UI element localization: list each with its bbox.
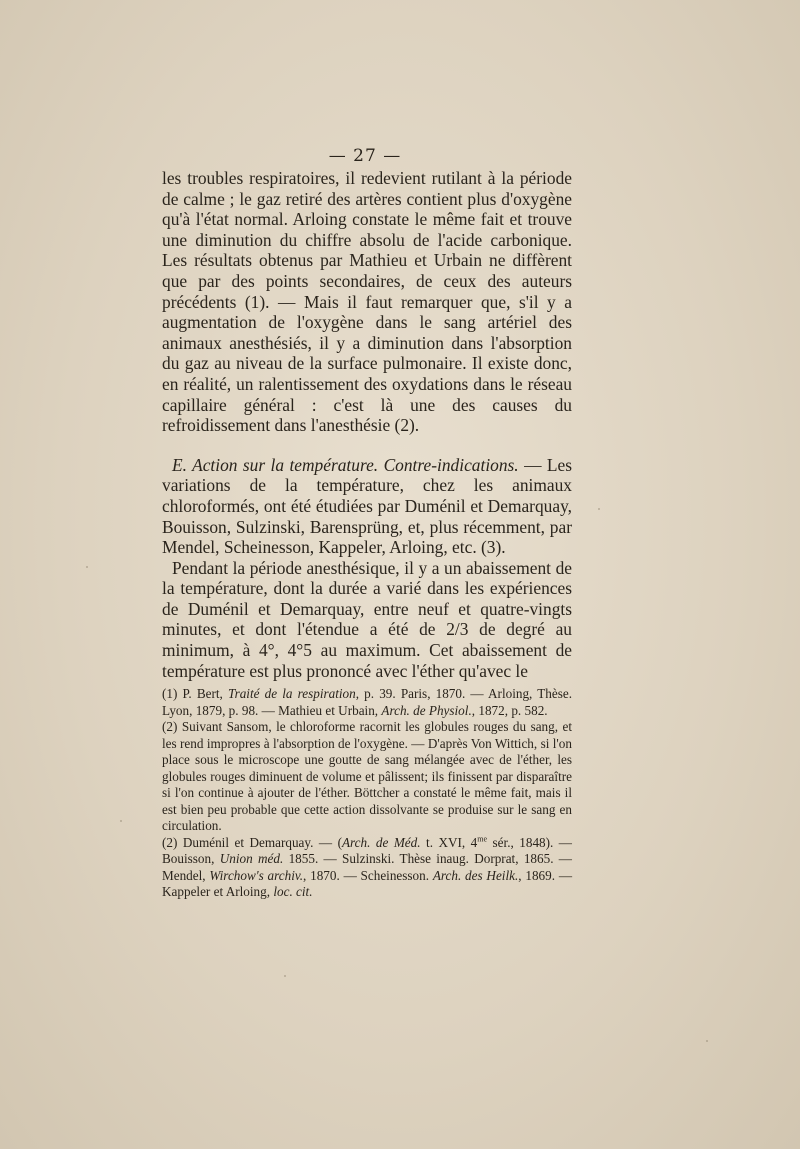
paragraph-temperature-text: — Les variations de la température, chez les animaux chloroformés, ont été étudiées par Duménil et Demarquay, Bouisson, Sulzinski, Barensprüng, et, plus récemment, par Mendel, Scheinesson, Kappeler, Arloing, etc. (3). <box>162 454 572 558</box>
footnote-3: (2) Duménil et Demarquay. — (Arch. de Méd. t. XVI, $4^{me}$ sér., 1848). — Bouisson, Union méd. 1855. — Sulzinski. Thèse inaug. Dorprat, 1865. — Mendel, Wirchow's archiv., 1870. — Scheinesson. Arch. des Heilk., 1869. — Kappeler et Arloing, loc. cit. <box>162 834 573 899</box>
paper-speck <box>706 1040 708 1042</box>
paragraph-respiration: les troubles respiratoires, il redevient rutilant à la période de calme ; le gaz retiré des artères contient plus d'oxygène qu'à l'état normal. Arloing constate le même fait et trouve une diminution du chiffre absolu de l'acide carbonique. Les résultats obtenus par Mathieu et Urbain ne diffèrent que par des points secondaires, de ceux des auteurs précédents (1). — Mais il faut remarquer que, s'il y a augmentation de l'oxygène dans le sang artériel des animaux anesthésiés, il y a diminution dans l'absorption du gaz au niveau de la surface pulmonaire. Il existe donc, en réalité, un ralentissement des oxydations dans le réseau capillaire général : c'est là une des causes du refroidissement dans l'anesthésie (2). <box>162 168 572 436</box>
paper-speck <box>284 975 286 977</box>
footnotes-block <box>162 686 572 901</box>
paper-speck <box>86 566 88 568</box>
footnote-2: (2) Suivant Sansom, le chloroforme racornit les globules rouges du sang, et les rend impropres à l'absorption de l'oxygène. — D'après Von Wittich, si l'on place sous le microscope une goutte de sang mélangée avec de l'éther, les globules rouges diminuent de volume et pâlissent; ils finissent par disparaître si l'on continue à ajouter de l'éther. Böttcher a constaté le même fait, mais il est bien peu probable que cette action dissolvante se produise sur le sang en circulation. <box>162 719 572 833</box>
section-title: E. Action sur la température. Contre-indications. <box>172 454 519 475</box>
footnote-1: (1) P. Bert, Traité de la respiration, p. 39. Paris, 1870. — Arloing, Thèse. Lyon, 1879, p. 98. — Mathieu et Urbain, Arch. de Physiol., 1872, p. 582. <box>162 686 573 718</box>
paper-speck <box>598 508 600 510</box>
page-number: — 27 — <box>328 146 402 166</box>
paragraph-anesthetic-period: Pendant la période anesthésique, il y a un abaissement de la température, dont la durée a varié dans les expériences de Duménil et Demarquay, entre neuf et quatre-vingts minutes, et dont l'étendue a été de 2/3 de degré au minimum, à 4°, 4°5 au maximum. Cet abaissement de température est plus prononcé avec l'éther qu'avec le <box>162 557 572 681</box>
paper-speck <box>120 820 122 822</box>
main-text-block <box>162 168 572 681</box>
paragraph-temperature-intro <box>162 455 572 558</box>
